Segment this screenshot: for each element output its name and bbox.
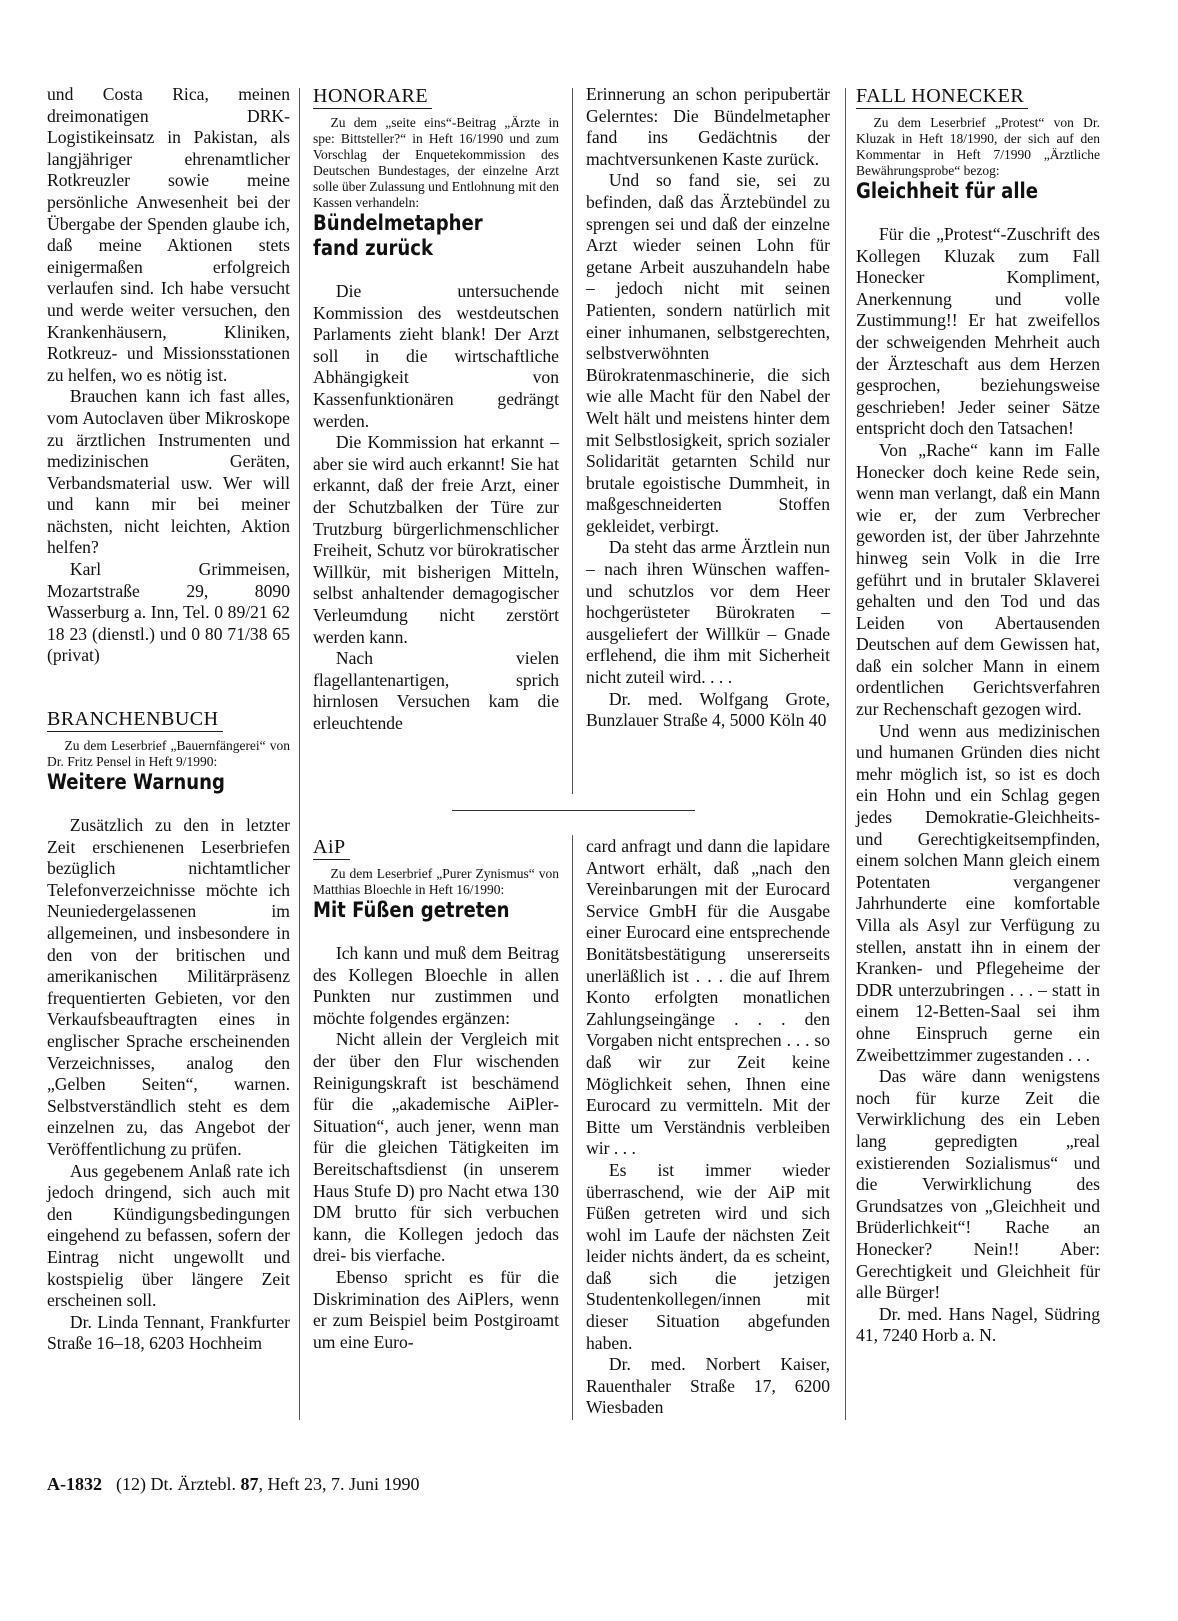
column-2-top	[313, 84, 559, 734]
letter-paragraph: Ebenso spricht es für die Diskrimination des AiPlers, wenn er zum Beispiel beim Postgiroamt um eine Euro-	[313, 1266, 559, 1352]
column-rule	[572, 88, 573, 794]
letter-intro: Zu dem Leserbrief „Bauernfängerei“ von Dr. Fritz Pensel in Heft 9/1990:	[47, 738, 290, 770]
letter-paragraph: Für die „Protest“-Zuschrift des Kollegen Kluzak zum Fall Honecker Kompliment, Anerkennung und volle Zustimmung!! Er hat zweifellos der schweigenden Mehrheit auch der Ärzteschaft aus dem Herzen gesprochen, beziehungsweise geschrieben! Jeder seiner Sätze entspricht doch den Tatsachen!	[856, 224, 1100, 439]
letter-paragraph: card anfragt und dann die lapidare Antwort erhält, daß „nach den Vereinbarungen mit der Eurocard Service GmbH für die Ausgabe einer Eurocard eine entsprechende Bonitätsbestätigung unsererseits unerläßlich ist . . . die auf Ihrem Konto erfolgten monatlichen Zahlungseingänge . . . den Vorgaben nicht entsprechen . . . so daß wir zur Zeit keine Möglichkeit sehen, Ihnen eine Eurocard zu vermitteln. Mit der Bitte um Verständnis verbleiben wir . . .	[586, 836, 830, 1159]
column-1	[47, 84, 290, 1355]
letter-intro: Zu dem Leserbrief „Purer Zynismus“ von Matthias Bloechle in Heft 16/1990:	[313, 866, 559, 897]
section-rubric: FALL HONECKER	[856, 84, 1028, 109]
column-3-bottom	[586, 836, 830, 1419]
letter-headline: Gleichheit für alle	[856, 179, 1038, 203]
column-rule	[572, 835, 573, 1420]
section-divider	[452, 810, 695, 811]
issue-date: , Heft 23, 7. Juni 1990	[258, 1474, 420, 1494]
letter-paragraph: Die untersuchende Kommission des westdeutschen Parlaments zieht blank! Der Arzt soll in die wirtschaftliche Abhängigkeit von Kassenfunktionären gedrängt werden.	[313, 281, 559, 431]
letter-paragraph: Aus gegebenem Anlaß rate ich jedoch dringend, sich auch mit den Kündigungsbedingungen eingehend zu befassen, sofern der Eintrag nicht ungewollt und kostspielig über längere Zeit erscheinen soll.	[47, 1160, 290, 1311]
letter-paragraph: Brauchen kann ich fast alles, vom Autoclaven über Mikroskope zu ärztlichen Instrumenten und medizinischen Geräten, Verbandsmaterial usw. Wer will und kann mir bei meiner nächsten, nicht leichten, Aktion helfen?	[47, 386, 290, 558]
letter-signature: Dr. med. Hans Nagel, Südring 41, 7240 Horb a. N.	[856, 1303, 1100, 1346]
section-rubric: AiP	[313, 835, 350, 860]
letter-signature: Dr. med. Wolfgang Grote, Bunzlauer Straße 4, 5000 Köln 40	[586, 688, 830, 731]
letter-paragraph: Nach vielen flagellantenartigen, sprich hirnlosen Versuchen kam die erleuchtende	[313, 648, 559, 733]
page-footer	[47, 1473, 419, 1495]
letter-intro: Zu dem Leserbrief „Protest“ von Dr. Kluzak in Heft 18/1990, der sich auf den Kommentar in Heft 7/1990 „Ärztliche Bewährungsprobe“ bezog:	[856, 115, 1100, 178]
column-4	[856, 84, 1100, 1347]
column-rule	[845, 88, 846, 1420]
page-number: A-1832	[47, 1474, 102, 1494]
letter-intro: Zu dem „seite eins“-Beitrag „Ärzte in spe: Bittsteller?“ in Heft 16/1990 und zum Vorschlag der Enquetekommission des Deutschen Bundestages, der einzelne Arzt solle über Zulassung und Entlohnung mit den Kassen verhandeln:	[313, 115, 559, 210]
letter-headline: Weitere Warnung	[47, 770, 225, 795]
letter-paragraph: Das wäre dann wenigstens noch für kurze Zeit die Verwirklichung des ein Leben lang gepredigten „real existierenden Sozialismus“ und die Verwirklichung des Grundsatzes von „Gleichheit und Brüderlichkeit“! Rache an Honecker? Nein!! Aber: Gerechtigkeit und Gleichheit für alle Bürger!	[856, 1066, 1100, 1303]
letter-signature: Dr. Linda Tennant, Frankfurter Straße 16–18, 6203 Hochheim	[47, 1311, 290, 1354]
letter-paragraph: Es ist immer wieder überraschend, wie der AiP mit Füßen getreten wird und sich wohl im Laufe der nächsten Zeit leider nichts ändert, da es scheint, daß sich die jetzigen Studentenkollegen/innen mit dieser Situation abgefunden haben.	[586, 1159, 830, 1353]
letter-paragraph: Die Kommission hat erkannt – aber sie wird auch erkannt! Sie hat erkannt, daß der freie Arzt, einer der Schutzbalken der Türe zur Trutzburg bürgerlichmenschlicher Freiheit, Schutz vor bürokratischer Willkür, mit bisherigen Mitteln, selbst anhaltender demagogischer Verleumdung nicht zerstört werden kann.	[313, 432, 559, 647]
section-rubric: HONORARE	[313, 84, 432, 109]
letter-headline: Bündelmetapher fand zurück	[313, 211, 483, 260]
column-rule	[299, 88, 300, 1420]
volume-number: 87	[240, 1474, 259, 1494]
column-2-bottom	[313, 835, 559, 1353]
letter-paragraph: und Costa Rica, meinen dreimonatigen DRK-Logistikeinsatz in Pakistan, als langjähriger ehrenamtlicher Rotkreuzler sowie meine persönliche Anwesenheit bei der Übergabe der Spenden glaube ich, daß meine Aktionen stets einigermaßen erfolgreich verlaufen sind. Ich habe versucht und werde weiter versuchen, den Krankenhäusern, Kliniken, Rotkreuz- und Missionsstationen zu helfen, wo es nötig ist.	[47, 84, 290, 385]
column-3-top	[586, 84, 830, 732]
letter-signature: Dr. med. Norbert Kaiser, Rauenthaler Straße 17, 6200 Wiesbaden	[586, 1354, 830, 1418]
letter-paragraph: Zusätzlich zu den in letzter Zeit erschienenen Leserbriefen bezüglich nichtamtlicher Telefonverzeichnisse möchte ich Neuniedergelassenen im allgemeinen, und insbesondere in den von der britischen und amerikanischen Militärpräsenz frequentierten Gebieten, vor den Verkaufsbeauftragten eines in englischer Sprache erscheinenden Verzeichnisses, analog den „Gelben Seiten“, warnen. Selbstverständlich steht es dem einzelnen zu, das Angebot der Veröffentlichung zu prüfen.	[47, 815, 290, 1159]
letter-signature: Karl Grimmeisen, Mozartstraße 29, 8090 Wasserburg a. Inn, Tel. 0 89/21 62 18 23 (dienstl.) und 0 80 71/38 65 (privat)	[47, 559, 290, 666]
journal-citation: (12) Dt. Ärztebl.	[116, 1474, 236, 1494]
letter-paragraph: Erinnerung an schon peripubertär Gelerntes: Die Bündelmetapher fand ins Gedächtnis der machtversunkenen Kaste zurück.	[586, 84, 830, 169]
section-rubric: BRANCHENBUCH	[47, 707, 223, 732]
letter-paragraph: Da steht das arme Ärztlein nun – nach ihren Wünschen waffen- und schutzlos vor dem Heer hochgerüsteter Bürokraten – ausgeliefert der Willkür – Gnade erflehend, die ihm mit Sicherheit nicht zuteil wird. . . .	[586, 537, 830, 688]
letter-paragraph: Und wenn aus medizinischen und humanen Gründen dies nicht mehr möglich ist, so ist es doch ein Hohn und ein Schlag gegen jedes Demokratie-Gleichheits- und Gerechtigkeitsempfinden, einem solchen Mann gleich einem Potentaten vergangener Jahrhunderte eine komfortable Villa als Asyl zur Verfügung zu stellen, anstatt ihn in einem der Kranken- und Pflegeheime der DDR unterzubringen . . . – statt in einem 12-Betten-Saal sei ihm ohne Einspruch gerne ein Zweibettzimmer zugestanden . . .	[856, 720, 1100, 1065]
letter-paragraph: Ich kann und muß dem Beitrag des Kollegen Bloechle in allen Punkten nur zustimmen und möchte folgendes ergänzen:	[313, 943, 559, 1028]
letter-paragraph: Und so fand sie, sei zu befinden, daß das Ärztebündel zu sprengen sei und daß der einzelne Arzt wieder seinen Lohn für getane Arbeit auszuhandeln habe – jedoch nicht mit seinen Patienten, sondern natürlich mit einer inhumanen, selbstgerechten, selbstverwöhnten Bürokratenmaschinerie, die sich wie alle Macht für den Nabel der Welt hält und meistens hinter dem mit Selbstlosigkeit, sprich sozialer Solidarität getarnten Schild nur brutale egoistische Dummheit, in maßgeschneiderten Stoffen gekleidet, verbirgt.	[586, 170, 830, 536]
letter-paragraph: Nicht allein der Vergleich mit der über den Flur wischenden Reinigungskraft ist beschämend für die „akademische AiPler-Situation“, auch jener, wenn man für die gleichen Tätigkeiten im Bereitschaftsdienst (in unserem Haus Stufe D) pro Nacht etwa 130 DM brutto für sich verbuchen kann, die Kollegen jedoch das drei- bis vierfache.	[313, 1029, 559, 1266]
letter-headline: Mit Füßen getreten	[313, 898, 510, 922]
letter-paragraph: Von „Rache“ kann im Falle Honecker doch keine Rede sein, wenn man verlangt, daß ein Mann wie er, der zum Verbrecher geworden ist, der über Jahrzehnte hinweg sein Volk in die Irre geführt und in brutaler Sklaverei gehalten und den Tod und das Leiden von Abertausenden Deutschen auf dem Gewissen hat, daß ein solcher Mann in einem ordentlichen Gerichtsverfahren zur Rechenschaft gezogen wird.	[856, 439, 1100, 720]
